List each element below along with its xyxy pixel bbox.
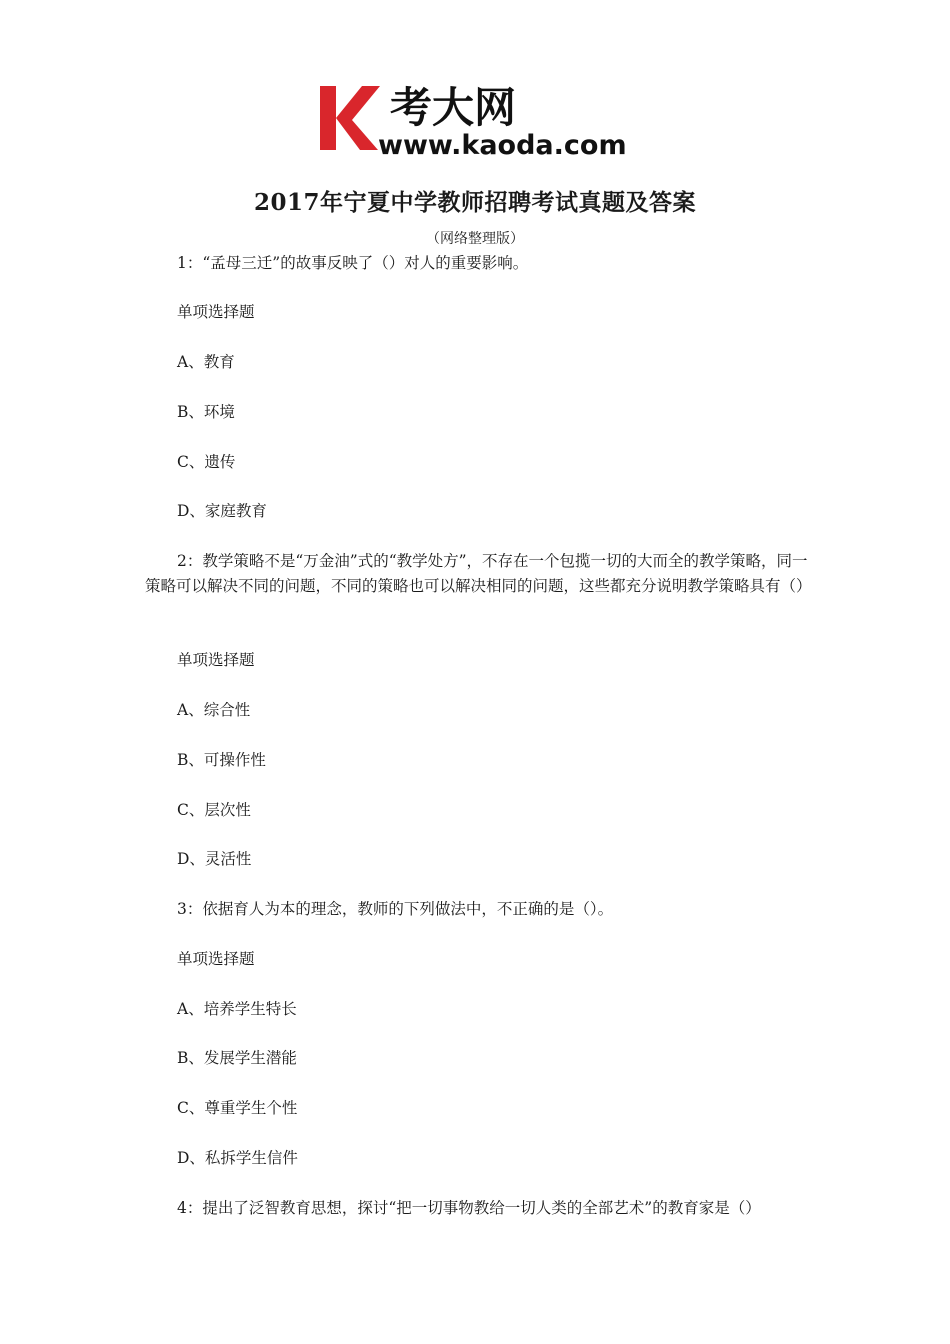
question-2-option-a: A、综合性 <box>177 701 251 719</box>
question-3-option-b: B、发展学生潜能 <box>177 1049 297 1067</box>
question-3-option-a: A、培养学生特长 <box>177 1000 297 1018</box>
question-2-type: 单项选择题 <box>177 651 255 669</box>
question-1-option-c: C、遗传 <box>177 453 236 471</box>
question-3-type: 单项选择题 <box>177 950 255 968</box>
question-3-stem: 3：依据育人为本的理念，教师的下列做法中，不正确的是（）。 <box>177 900 614 918</box>
question-4-stem: 4：提出了泛智教育思想，探讨“把一切事物教给一切人类的全部艺术”的教育家是（） <box>177 1199 761 1217</box>
question-3-option-d: D、私拆学生信件 <box>177 1149 298 1167</box>
question-1-option-a: A、教育 <box>177 353 235 371</box>
question-1-option-b: B、环境 <box>177 403 235 421</box>
k-logo-icon <box>320 86 380 150</box>
question-2-option-b: B、可操作性 <box>177 751 266 769</box>
question-2-option-c: C、层次性 <box>177 801 251 819</box>
question-2-stem: 2：教学策略不是“万金油”式的“教学处方”，不存在一个包揽一切的大而全的教学策略，同一策略可以解决不同的问题，不同的策略也可以解决相同的问题，这些都充分说明教学策略具有（） <box>145 552 812 595</box>
kaoda-logo <box>318 78 638 160</box>
question-2-option-d: D、灵活性 <box>177 850 252 868</box>
page-subtitle: （网络整理版） <box>426 231 524 247</box>
logo-cn-text: 考大网 <box>390 83 517 132</box>
question-1-option-d: D、家庭教育 <box>177 502 267 520</box>
logo-url-text: www.kaoda.com <box>378 130 627 160</box>
question-1-type: 单项选择题 <box>177 303 255 321</box>
page-title: 2017年宁夏中学教师招聘考试真题及答案 <box>253 189 696 216</box>
question-1-stem: 1：“孟母三迁”的故事反映了（）对人的重要影响。 <box>177 254 529 272</box>
question-3-option-c: C、尊重学生个性 <box>177 1099 298 1117</box>
